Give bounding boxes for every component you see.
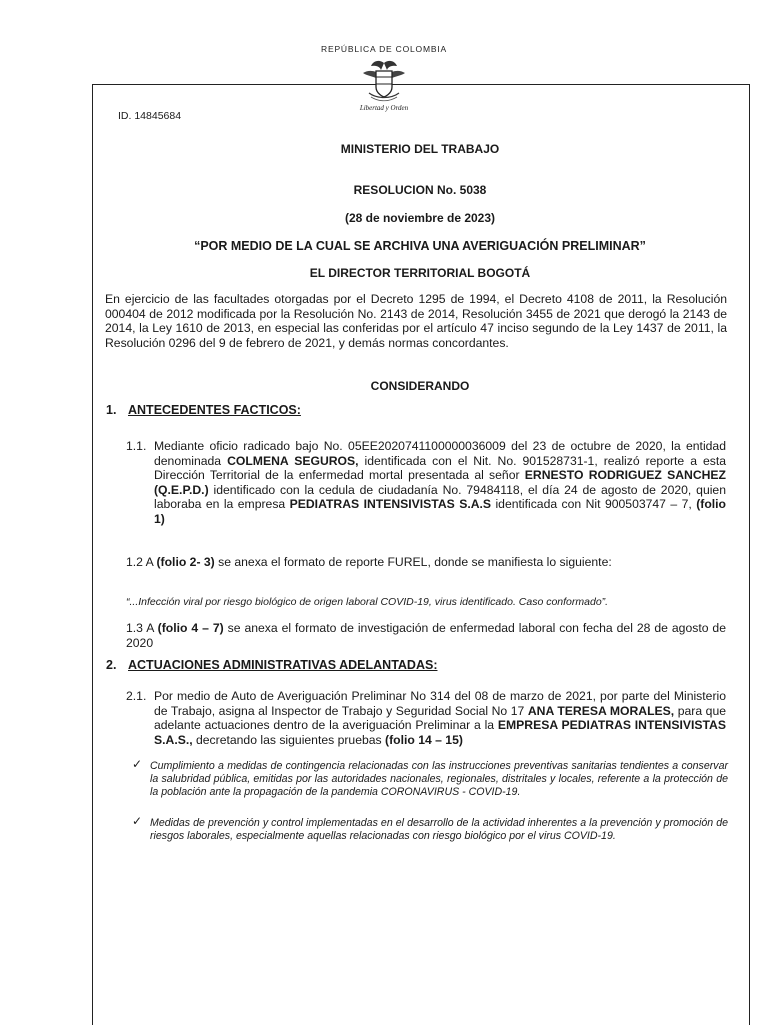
national-motto: Libertad y Orden xyxy=(359,104,409,112)
paragraph-text: identificada con el Nit. No. 901528731-1, realizó reporte a esta Dirección Territorial de la enfermedad mortal presentada al señor xyxy=(154,453,726,483)
list-item-text: Medidas de prevención y control implementadas en el desarrollo de la actividad inherentes a la prevención y promoción de riesgos laborales, especialmente aquellas relacionadas con riesgo biológico por el virus COVID-19. xyxy=(150,817,728,843)
resolution-title: “POR MEDIO DE LA CUAL SE ARCHIVA UNA AVERIGUACIÓN PRELIMINAR” xyxy=(194,239,646,253)
paragraph-text: 1.3 A xyxy=(126,621,158,635)
person-name: ERNESTO RODRIGUEZ SANCHEZ (Q.E.P.D.) xyxy=(154,468,726,497)
document-id: ID. 14845684 xyxy=(118,110,182,122)
paragraph-1-3 xyxy=(126,621,726,650)
section-number: 2. xyxy=(106,658,117,672)
issuing-authority: EL DIRECTOR TERRITORIAL BOGOTÁ xyxy=(309,266,531,280)
folio-reference: (folio 1) xyxy=(154,497,726,526)
coat-of-arms-icon xyxy=(359,57,409,105)
letterhead xyxy=(0,44,768,112)
company-name: EMPRESA PEDIATRAS INTENSIVISTAS S.A.S., xyxy=(154,718,726,747)
paragraph-1-1 xyxy=(126,439,726,527)
company-name: PEDIATRAS INTENSIVISTAS S.A.S xyxy=(289,497,492,512)
list-item-text: Cumplimiento a medidas de contingencia relacionadas con las instrucciones preventivas sanitarias tendientes a conservar la salubridad pública, emitidas por las autoridades nacionales, regionales, distritales y locales, referente a la protección de la población ante la propagación de la pandemia CORONAVIRUS - COVID-19. xyxy=(150,760,728,799)
paragraph-text: identificado con la cedula de ciudadanía No. 79484118, el día 24 de agosto de 2020, quien laboraba en la empresa xyxy=(154,482,726,512)
paragraph-1-2 xyxy=(126,555,726,570)
paragraph-2-1 xyxy=(126,689,726,747)
inspector-name: ANA TERESA MORALES, xyxy=(527,703,675,718)
checkmark-icon: ✓ xyxy=(132,757,143,771)
legal-basis-paragraph: En ejercicio de las facultades otorgadas por el Decreto 1295 de 1994, el Decreto 4108 de 2011, la Resolución 000404 de 2012 modificada por la Resolución No. 2143 de 2014, Resolución 3455 de 2021 que derogó la 2143 de 2014, la Ley 1610 de 2013, en especial las conferidas por el artículo 47 inciso segundo de la Ley 1437 de 2011, la Resolución 0296 del 9 de febrero de 2021, y demás normas concordantes. xyxy=(105,292,727,350)
paragraph-label: 1.1. xyxy=(126,439,147,453)
section-title: ANTECEDENTES FACTICOS: xyxy=(128,403,301,417)
paragraph-text: decretando las siguientes pruebas xyxy=(192,732,386,747)
list-item xyxy=(132,757,728,800)
paragraph-text: Mediante oficio radicado bajo No. 05EE2020741100000036009 del 23 de octubre de 2020, la entidad denominada xyxy=(154,439,726,468)
folio-reference: (folio 4 – 7) xyxy=(157,621,224,635)
section-title: ACTUACIONES ADMINISTRATIVAS ADELANTADAS: xyxy=(128,658,438,672)
entity-name: COLMENA SEGUROS, xyxy=(227,453,359,468)
paragraph-text: se anexa el formato de reporte FUREL, donde se manifiesta lo siguiente: xyxy=(214,555,612,569)
furel-quote: “...Infección viral por riesgo biológico de origen laboral COVID-19, virus identificado. Caso conformado”. xyxy=(126,596,609,608)
folio-reference: (folio 14 – 15) xyxy=(385,732,463,747)
section-heading-actuaciones xyxy=(106,658,437,672)
checkmark-icon: ✓ xyxy=(132,814,143,828)
resolution-date: (28 de noviembre de 2023) xyxy=(344,211,496,225)
paragraph-label: 2.1. xyxy=(126,689,147,703)
folio-reference: (folio 2- 3) xyxy=(156,555,215,569)
section-number: 1. xyxy=(106,403,117,417)
section-heading-antecedentes xyxy=(106,403,301,417)
paragraph-text: 1.2 A xyxy=(126,555,157,569)
paragraph-text: se anexa el formato de investigación de enfermedad laboral con fecha del 28 de agosto de 2020 xyxy=(126,621,726,650)
paragraph-text: Por medio de Auto de Averiguación Preliminar No 314 del 08 de marzo de 2021, por parte del Ministerio de Trabajo, asigna al Inspector de Trabajo y Seguridad Social No 17 xyxy=(154,689,726,718)
paragraph-text: identificada con Nit 900503747 – 7, xyxy=(491,497,697,512)
ministry-name: MINISTERIO DEL TRABAJO xyxy=(340,142,500,156)
paragraph-text: para que adelante actuaciones dentro de la averiguación Preliminar a la xyxy=(154,703,727,733)
country-name: REPÚBLICA DE COLOMBIA xyxy=(321,44,447,54)
list-item xyxy=(132,814,728,843)
considerando-heading: CONSIDERANDO xyxy=(370,379,470,393)
resolution-number: RESOLUCION No. 5038 xyxy=(353,183,487,197)
